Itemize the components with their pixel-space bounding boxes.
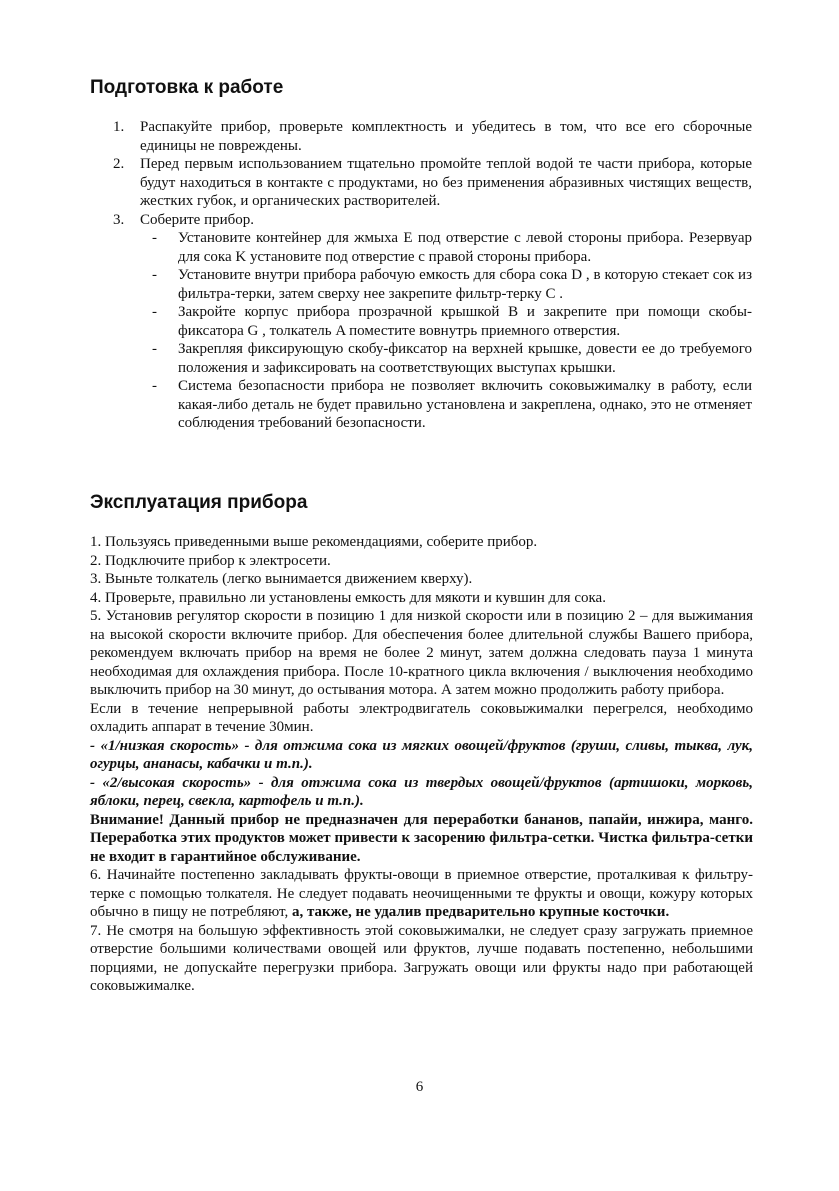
paragraph: 4. Проверьте, правильно ли установлены емкость для мякоти и кувшин для сока.: [90, 589, 606, 606]
sub-list-item: - Установите контейнер для жмыха E под отверстие с левой стороны прибора. Резервуар для сока K установите под отверстие с правой стороны прибора.: [152, 230, 752, 265]
preparation-list: [0, 118, 839, 433]
low-speed-note: - «1/низкая скорость» - для отжима сока из мягких овощей/фруктов (груши, сливы, тыква, лук, огурцы, ананасы, кабачки и т.п.).: [90, 737, 753, 772]
operation-text: [90, 533, 753, 996]
page-number: 6: [415, 1079, 424, 1095]
paragraph: 2. Подключите прибор к электросети.: [90, 552, 331, 569]
list-item: 1. Распакуйте прибор, проверьте комплектность и убедитесь в том, что все его сборочные единицы не повреждены.: [113, 119, 752, 154]
section-title-operation: Эксплуатация прибора: [90, 492, 308, 513]
sub-list-item: - Установите внутри прибора рабочую емкость для сбора сока D , в которую стекает сок из фильтра-терки, затем сверху нее закрепите фильтр-терку C .: [152, 267, 752, 302]
paragraph: 6. Начинайте постепенно закладывать фрукты-овощи в приемное отверстие, проталкивая к фильтру-терке с помощью толкателя. Не следует подавать неочищенными те фрукты и овощи, кожуру которых обычно в пищу не потребляют, а, также, не удалив предварительно крупные косточки.: [90, 867, 753, 920]
paragraph: 5. Установив регулятор скорости в позицию 1 для низкой скорости или в позицию 2 – для выжимания на высокой скорости включите прибор. Для обеспечения более длительной службы Вашего прибора, рекомендуем включать прибор на время не более 2 минут, затем должна следовать пауза 1 минута необходимая для охлаждения прибора. После 10-кратного цикла включения / выключения необходимо выключить прибор на 30 минут, до остывания мотора. А затем можно продолжить работу прибора.: [90, 608, 753, 698]
paragraph: 3. Выньте толкатель (легко вынимается движением кверху).: [90, 571, 473, 587]
sub-list-item: - Система безопасности прибора не позволяет включить соковыжималку в работу, если какая-либо деталь не будет правильно установлена и закреплена, однако, это не отменяет соблюдения требований безопасности.: [152, 378, 752, 431]
paragraph: 7. Не смотря на большую эффективность этой соковыжималки, не следует сразу загружать приемное отверстие большими количествами овощей или фруктов, лучше подавать постепенно, небольшими порциями, не допускайте перегрузки прибора. Загружать овощи или фрукты надо при работающей соковыжималке.: [90, 922, 753, 994]
section-title-preparation: Подготовка к работе: [90, 77, 284, 98]
sub-list-item: - Закрепляя фиксирующую скобу-фиксатор на верхней крышке, довести ее до требуемого положения и зафиксировать на соответствующих выступах крышки.: [152, 341, 752, 376]
warning-paragraph: Внимание! Данный прибор не предназначен для переработки бананов, папайи, инжира, манго. Переработка этих продуктов может привести к засорению фильтра-сетки. Чистка фильтра-сетки не входит в гарантийное обслуживание.: [90, 811, 753, 865]
high-speed-note: - «2/высокая скорость» - для отжима сока из твердых овощей/фруктов (артишоки, морковь, яблоки, перец, свекла, картофель и т.п.).: [90, 774, 753, 809]
list-item: 2. Перед первым использованием тщательно промойте теплой водой те части прибора, которые будут находиться в контакте с продуктами, но без применения абразивных чистящих веществ, жестких губок, и органических растворителей.: [113, 156, 752, 209]
sub-list-item: - Закройте корпус прибора прозрачной крышкой B и закрепите при помощи скобы-фиксатора G , толкатель A поместите вовнутрь приемного отверстия.: [152, 304, 752, 339]
paragraph: 1. Пользуясь приведенными выше рекомендациями, соберите прибор.: [90, 534, 538, 550]
paragraph: Если в течение непрерывной работы электродвигатель соковыжималки перегрелся, необходимо охладить аппарат в течение 30мин.: [90, 700, 753, 735]
list-item: 3. Соберите прибор.: [113, 211, 255, 228]
